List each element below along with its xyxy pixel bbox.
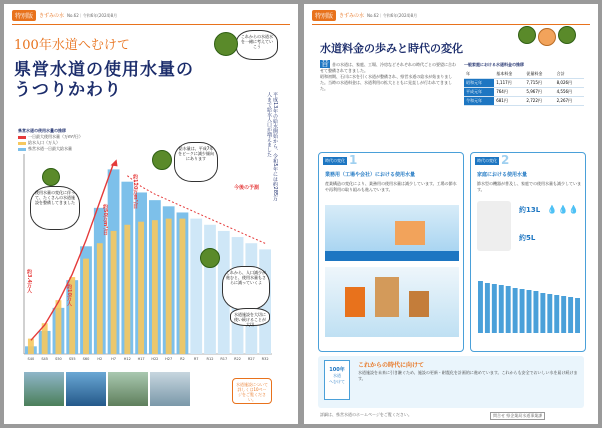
intro-body: 昭和初期、石川に水を引く水道が整備され、県営水道の給水が始まりました。当時の水道料金は、水道利用の拡大とともに見直しが行われてきました。	[320, 74, 453, 91]
row-cell: 681円	[494, 97, 524, 106]
row-cell: 7,715円	[524, 79, 554, 88]
issue-label: No.62｜令和6年(2024)8月	[67, 12, 118, 18]
city-illustration	[325, 267, 459, 337]
row-cell: 764円	[494, 88, 524, 97]
toilet-old-value: 約13L	[519, 206, 541, 214]
bar-population	[138, 222, 144, 354]
household-bar	[568, 297, 573, 333]
badge-top: 100年	[329, 367, 345, 373]
household-bar	[513, 288, 518, 333]
intro-text	[320, 60, 458, 92]
household-bar	[492, 284, 497, 333]
dropcap: 昔	[321, 59, 329, 68]
tick-label: R12	[206, 357, 214, 361]
row-cell: 2,722円	[524, 97, 554, 106]
household-bar	[520, 289, 525, 333]
price-table-header	[464, 70, 584, 79]
section1-num: 1	[349, 153, 358, 167]
photo-facility-1	[24, 372, 64, 406]
price-table-wrap	[464, 62, 584, 106]
row-cell: 1,117円	[494, 79, 524, 88]
building-icon-3	[409, 291, 429, 317]
row-label: 平成元年	[464, 88, 494, 97]
chart-title: 県営水道の使用水量の推移	[18, 128, 66, 133]
tick-label: R22	[234, 357, 242, 361]
tick-label: R17	[220, 357, 228, 361]
household-bar	[554, 295, 559, 333]
right-title: 水道料金の歩みと時代の変化	[320, 42, 463, 55]
special-tag-right: 特別版	[312, 10, 336, 21]
col-base: 基本料金	[494, 70, 524, 79]
row-label: 令和元年	[464, 97, 494, 106]
tick-label: H27	[165, 357, 173, 361]
household-bar	[485, 283, 490, 333]
footnote-box: 水道施設について詳しくは10ページをご覧ください。	[232, 378, 272, 404]
bubble-right2: 水道施設を大切に使い続けることが大切	[230, 308, 270, 326]
col-usage: 従量料金	[524, 70, 554, 79]
tick-label: H22	[151, 357, 159, 361]
household-bar	[575, 298, 580, 333]
future-title: これからの時代に向けて	[358, 362, 425, 369]
row-cell: 2,267円	[555, 97, 584, 106]
footer-right: 問合せ 県企業局水道事業課	[490, 412, 545, 420]
tick-label: S60	[82, 357, 90, 361]
mascot-group-icon-2	[538, 28, 556, 46]
tick-label: S45	[41, 357, 49, 361]
price-table-title: 一般家庭における水道料金の推移	[464, 62, 524, 67]
mascot-group-icon-3	[558, 26, 576, 44]
photo-facility-4	[150, 372, 190, 406]
factory-illustration	[325, 205, 459, 261]
section1-panel	[318, 152, 464, 352]
bar-population	[83, 259, 89, 354]
section1-title: 業務用（工場や会社）における使用水量	[325, 172, 416, 178]
building-icon-1	[345, 287, 365, 317]
col-total: 合計	[555, 70, 584, 79]
toilet-new-value: 約5L	[519, 234, 536, 242]
bar-usage	[204, 225, 216, 354]
kicker: 100年水道へむけて	[14, 38, 130, 53]
household-bar	[540, 293, 545, 333]
section1-label: 時代の変化	[325, 158, 345, 163]
mascot-group-icon-1	[518, 26, 536, 44]
tick-label: H2	[97, 357, 103, 361]
bar-population	[28, 339, 34, 354]
headline-line2: うつりかわり	[14, 80, 122, 100]
household-bar	[506, 286, 511, 333]
section2-text: 節水型の機器が普及し、家庭での使用水量も減少しています。	[477, 181, 581, 192]
toilet-photo	[477, 201, 511, 251]
tick-label: R27	[247, 357, 255, 361]
right-page	[304, 4, 598, 424]
household-usage-chart	[477, 273, 581, 333]
headline-line1: 県営水道の使用水量の	[14, 60, 194, 80]
tick-label: H17	[137, 357, 145, 361]
vertical-note: 平成13年の給水開始から、令和5年には約285万人まで給水人口が増えました	[266, 92, 278, 202]
bar-population	[111, 231, 117, 354]
footer-left: 詳細は、県営水道のホームページをご覧ください。	[320, 412, 412, 417]
water-drop-icons: 💧💧💧	[547, 205, 580, 214]
table-row	[464, 97, 584, 106]
factory-building-icon	[395, 221, 425, 245]
badge-mid: 水道	[333, 373, 341, 378]
future-text: 水道施設を未来に引き継ぐため、施設の更新・耐震化を計画的に進めています。これからも安全でおいしい水を届け続けます。	[358, 370, 578, 381]
tick-label: H12	[123, 357, 131, 361]
tick-label: S55	[68, 357, 76, 361]
household-bar	[547, 294, 552, 333]
bar-population	[166, 219, 172, 354]
photo-facility-2	[66, 372, 106, 406]
badge-bot: へむけて	[329, 379, 345, 384]
section2-title: 家庭における使用水量	[477, 172, 528, 178]
photo-facility-3	[108, 372, 148, 406]
bar-population	[152, 220, 158, 354]
tick-label: R2	[180, 357, 185, 361]
legend-bar2-label: 県営水道一日最大給水量	[28, 146, 72, 151]
tick-label: S50	[55, 357, 62, 361]
bubble-left: 使用水量の変化に伴って、たくさんの水道施設を整備してきました	[30, 186, 80, 230]
section2-num: 2	[501, 153, 510, 167]
price-table	[464, 70, 584, 106]
mascot-left-icon	[42, 168, 60, 186]
building-icon-2	[375, 277, 399, 317]
bar-population	[124, 225, 130, 354]
tick-label: R7	[193, 357, 199, 361]
issue-label-right: No.62｜令和6年(2024)8月	[367, 12, 418, 18]
bubble-mid: 給水量は、平成7年をピークに減少傾向にあります	[174, 142, 218, 182]
growth-arrow	[111, 159, 118, 166]
intro-lead: 昔の水道は、家庭、工場、冷房などそれぞれの時代ごとの要望に合わせて整備されてきました。	[320, 62, 456, 73]
table-row	[464, 88, 584, 97]
row-cell: 8,026円	[555, 79, 584, 88]
vertical-label-1: 約3.4万人	[26, 269, 32, 293]
household-bar	[499, 285, 504, 333]
right-header	[312, 10, 417, 21]
section1-text: 産業構造の変化により、業務用の使用水量は減少しています。工場の節水や再利用の取り組みも進んでいます。	[325, 181, 457, 192]
mascot-mid-icon	[152, 150, 172, 170]
future-label: 今後の予測	[234, 185, 260, 191]
peak-label: 約120万m³/日	[132, 174, 138, 209]
table-row	[464, 79, 584, 88]
household-bar	[527, 290, 532, 333]
bar-usage	[190, 219, 202, 354]
water-strip	[325, 251, 459, 261]
tick-label: S40	[27, 357, 35, 361]
tick-label: R32	[261, 357, 269, 361]
household-bar	[561, 296, 566, 333]
household-bar	[533, 291, 538, 333]
vertical-label-2: 約10万人	[66, 284, 72, 306]
household-bar	[478, 281, 483, 333]
tick-label: H7	[111, 357, 116, 361]
row-cell: 4,556円	[555, 88, 584, 97]
bar-population	[56, 300, 62, 354]
vertical-label-mid: 約50万m³/日	[102, 204, 108, 236]
legend-bar1-label: 給水人口（万人）	[28, 140, 60, 145]
row-label: 昭和元年	[464, 79, 494, 88]
bar-population	[180, 219, 186, 354]
magazine-name-right: きずみの水	[339, 13, 365, 19]
section2-label: 時代の変化	[477, 158, 497, 163]
mascot-right-icon	[200, 248, 220, 268]
special-tag: 特別版	[12, 10, 36, 21]
section2-panel	[470, 152, 586, 352]
header-divider-right	[312, 24, 590, 25]
col-year: 年	[464, 70, 494, 79]
legend-line-label: 一日最大使用水量（万m³/日）	[28, 134, 83, 139]
bubble-right: これから、人口減少が進むと、使用水量もさらに減っていくよ	[222, 266, 270, 310]
future-section	[318, 356, 584, 408]
magazine-name: きずみの水	[39, 13, 65, 19]
row-cell: 5,967円	[524, 88, 554, 97]
future-badge	[324, 360, 350, 400]
mascot-bubble-top: これからの水道水を一緒に考えていこう	[236, 30, 278, 60]
left-page	[4, 4, 298, 424]
